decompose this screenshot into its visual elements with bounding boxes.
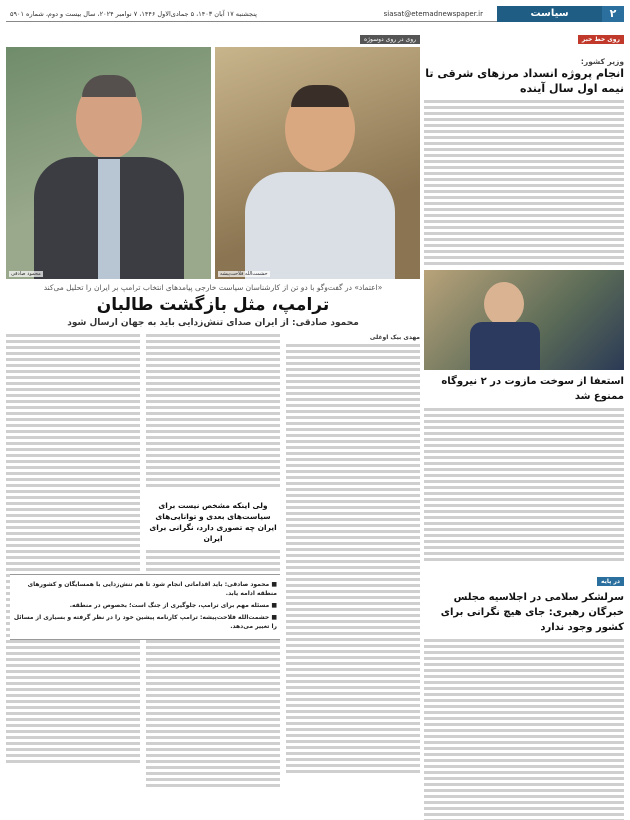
byline: مهدی بیک اوغلی (369, 334, 420, 341)
section-label: سیاست (497, 6, 602, 22)
photo-sadeghi (6, 47, 211, 279)
body-col-2 (146, 334, 280, 494)
body-text-3 (424, 639, 624, 820)
body-col-3 (6, 334, 140, 774)
main-story (6, 26, 420, 800)
headline-2: استعفا از سوخت مازوت در ۲ نیروگاه ممنوع شد (441, 376, 624, 402)
kicker: روی‌ در روی‌ دوسوژه (360, 35, 420, 44)
highlight-2: ■ مسئله مهم برای ترامپ، جلوگیری از جنگ است؛ بخصوص در منطقه. (69, 602, 277, 609)
page-number: ۲ (602, 6, 624, 22)
photo-fallahatpisheh (215, 47, 420, 279)
right-column (424, 26, 624, 820)
photo-caption-left: محمود صادقی (11, 271, 41, 277)
headline-1: انجام پروژه انسداد مرزهای شرقی تا نیمه اول سال آینده (425, 67, 624, 95)
minister-photo (424, 270, 624, 370)
news-tag: روی خط خبر (578, 35, 624, 44)
pull-quote: ولی اینکه مشخص نیست برای سیاست‌های بعدی و توانایی‌های ایران چه تصوری دارد، نگرانی برای ایران (149, 501, 277, 543)
body-text-1 (424, 100, 624, 270)
subhead-1: وزیر کشور: (580, 57, 624, 66)
highlights-box (10, 574, 280, 640)
lede: «اعتماد» در گفت‌وگو با دو تن از کارشناسان سیاست خارجی پیامدهای انتخاب ترامپ بر ایران را تحلیل می‌کند (43, 283, 383, 292)
main-headline: ترامپ، مثل بازگشت طالبان (96, 295, 330, 315)
date-line: پنجشنبه ۱۷ آبان ۱۴۰۳، ۵ جمادی‌الاول ۱۴۴۶، ۷ نوامبر ۲۰۲۴، سال بیست و دوم، شماره ۵۹۰۱ (10, 9, 257, 18)
site-email: siasat@etemadnewspaper.ir (383, 9, 483, 18)
photo-caption-right: حشمت‌الله فلاحت‌پیشه (220, 271, 268, 277)
headline-3: سرلشکر سلامی در اجلاسیه مجلس خبرگان رهبری: جای هیچ نگرانی برای کشور وجود ندارد (440, 592, 624, 633)
page-header (6, 6, 624, 22)
news-tag-2: در پایه (597, 577, 624, 586)
highlight-3: ■ حشمت‌الله فلاحت‌پیشه: ترامپ کارنامه پیشین خود را در نظر گرفته و بسیاری از مسائل را تغییر می‌دهد. (13, 614, 277, 630)
body-text-2 (424, 408, 624, 568)
body-col-1 (286, 344, 420, 784)
highlight-1: ■ محمود صادقی: باید اقداماتی انجام شود تا هم تنش‌زدایی با همسایگان و کشورهای منطقه ادامه یابد. (27, 581, 277, 597)
deck: محمود صادقی: از ایران صدای تنش‌زدایی باید به جهان ارسال شود (67, 318, 359, 328)
